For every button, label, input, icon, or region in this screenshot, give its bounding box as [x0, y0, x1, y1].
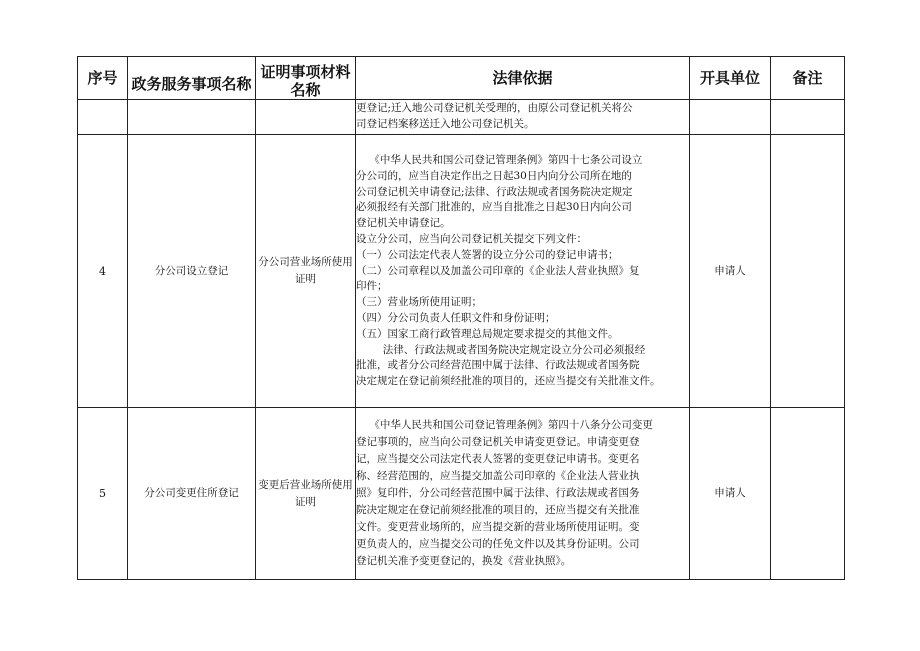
law-line: 登记机关准予变更登记的，换发《营业执照》。 [356, 555, 572, 567]
cell-remarks [771, 100, 845, 135]
cell-service-name [128, 100, 256, 135]
cell-remarks [771, 135, 845, 408]
law-line: 院决定规定在登记前须经批准的项目的，还应当提交有关批准 [356, 504, 640, 516]
law-line: 更登记;迁入地公司登记机关受理的，由原公司登记机关将公 [356, 102, 633, 115]
law-line: （三）营业场所使用证明； [356, 296, 482, 309]
cell-seq [78, 100, 128, 135]
cell-seq: 5 [78, 408, 128, 580]
cell-issuer: 申请人 [690, 408, 771, 580]
law-line: 《中华人民共和国公司登记管理条例》第四十八条分公司变更 [356, 419, 653, 431]
cell-material-name: 变更后营业场所使用证明 [256, 408, 356, 580]
cell-seq: 4 [78, 135, 128, 408]
law-line: （四）分公司负责人任职文件和身份证明； [356, 311, 556, 324]
law-line: 文件。变更营业场所的，应当提交新的营业场所使用证明。变 [356, 521, 640, 533]
law-line: 公司登记机关申请登记;法律、行政法规或者国务院决定规定 [356, 185, 633, 198]
legal-basis-table [77, 56, 845, 580]
law-line: 登记机关申请登记。 [356, 217, 451, 230]
header-issuer: 开具单位 [690, 57, 771, 100]
law-line: （五）国家工商行政管理总局规定要求提交的其他文件。 [356, 327, 619, 340]
table-row [78, 408, 845, 580]
law-line: 称、经营范围的，应当提交加盖公司印章的《企业法人营业执 [356, 470, 640, 482]
law-line: 更负责人的，应当提交公司的任免文件以及其身份证明。公司 [356, 538, 640, 550]
cell-service-name: 分公司设立登记 [128, 135, 256, 408]
law-line: 登记事项的，应当向公司登记机关申请变更登记。申请变更登 [356, 436, 640, 448]
header-material-name [256, 57, 356, 100]
cell-issuer: 申请人 [690, 135, 771, 408]
header-seq: 序号 [78, 57, 128, 100]
cell-material-name [256, 100, 356, 135]
cell-legal-basis [356, 135, 690, 408]
law-line: （一）公司法定代表人签署的设立分公司的登记申请书； [356, 248, 619, 261]
law-line: 决定规定在登记前须经批准的项目的，还应当提交有关批准文件。 [356, 375, 661, 388]
table-header-row [78, 57, 845, 100]
header-service-name-text: 政务服务事项名称 [131, 75, 252, 93]
law-line: 必须报经有关部门批准的，应当自批准之日起30日内向公司 [356, 201, 632, 214]
law-line: 分公司的，应当自决定作出之日起30日内向分公司所在地的 [356, 169, 632, 182]
law-line: 《中华人民共和国公司登记管理条例》第四十七条公司设立 [356, 154, 643, 167]
cell-material-name: 分公司营业场所使用证明 [256, 135, 356, 408]
header-material-name-text: 证明事项材料名称 [260, 63, 351, 99]
law-line: 照》复印件，分公司经营范围中属于法律、行政法规或者国务 [356, 487, 640, 499]
law-line: 司登记档案移送迁入地公司登记机关。 [356, 118, 535, 130]
law-line: 设立分公司，应当向公司登记机关提交下列文件： [356, 233, 587, 245]
law-line: （二）公司章程以及加盖公司印章的《企业法人营业执照》复 [356, 264, 640, 277]
cell-legal-basis [356, 408, 690, 580]
law-line: 批准，或者分公司经营范围中属于法律、行政法规或者国务院 [356, 359, 640, 372]
header-remarks: 备注 [771, 57, 845, 100]
cell-legal-basis [356, 100, 690, 135]
header-legal-basis: 法律依据 [356, 57, 690, 100]
law-line: 印件； [356, 280, 388, 293]
header-service-name [128, 57, 256, 100]
law-line: 法律、行政法规或者国务院决定规定设立分公司必须报经 [356, 343, 646, 356]
cell-remarks [771, 408, 845, 580]
cell-service-name: 分公司变更住所登记 [128, 408, 256, 580]
table-row [78, 135, 845, 408]
law-line: 记，应当提交公司法定代表人签署的变更登记申请书。变更名 [356, 453, 640, 465]
cell-issuer [690, 100, 771, 135]
table-row [78, 100, 845, 135]
